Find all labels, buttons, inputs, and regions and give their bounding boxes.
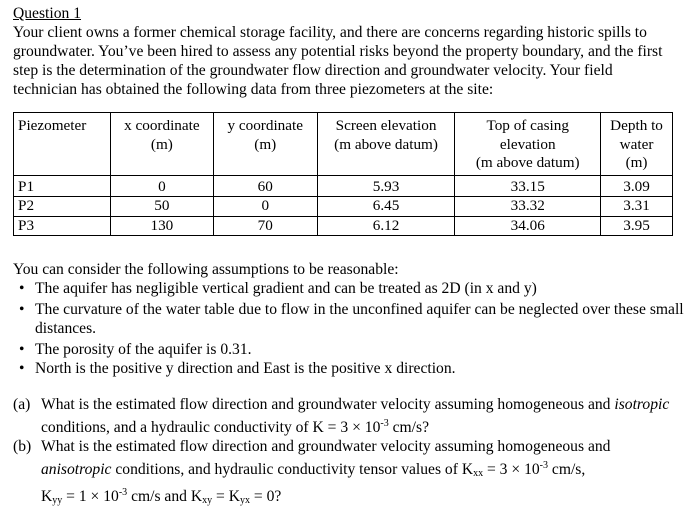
header-y-coordinate: y coordinate (m)	[213, 113, 317, 176]
part-b-label: (b)	[13, 438, 32, 455]
question-title: Question 1	[13, 5, 82, 22]
bullet-icon: •	[19, 341, 25, 358]
header-x-coordinate: x coordinate (m)	[110, 113, 213, 176]
cell-depth-to-water: 3.09	[601, 175, 673, 197]
list-item: • The aquifer has negligible vertical gradient and can be treated as 2D (in x and y)	[19, 280, 537, 297]
cell-piezometer: P1	[14, 175, 111, 197]
question-parts	[13, 395, 693, 510]
header-depth-to-water: Depth to water (m)	[601, 113, 673, 176]
cell-x: 0	[110, 175, 213, 197]
header-screen-elevation: Screen elevation (m above datum)	[317, 113, 455, 176]
bullet-icon: •	[19, 280, 25, 297]
table-row	[14, 216, 673, 236]
cell-y: 0	[213, 197, 317, 217]
bullet-icon: •	[19, 360, 25, 377]
assumptions-list	[13, 279, 693, 378]
cell-top-of-casing: 33.32	[455, 197, 601, 217]
list-item: • The porosity of the aquifer is 0.31.	[19, 341, 252, 358]
cell-y: 60	[213, 175, 317, 197]
cell-screen-elevation: 5.93	[317, 175, 455, 197]
cell-x: 130	[110, 216, 213, 236]
table-header-row	[14, 113, 673, 176]
list-item: • North is the positive y direction and East is the positive x direction.	[19, 360, 456, 377]
cell-piezometer: P3	[14, 216, 111, 236]
cell-x: 50	[110, 197, 213, 217]
cell-top-of-casing: 33.15	[455, 175, 601, 197]
list-item: • The curvature of the water table due to flow in the unconfined aquifer can be neglected over these small distances.	[19, 301, 684, 337]
header-piezometer: Piezometer	[14, 113, 111, 176]
cell-depth-to-water: 3.95	[601, 216, 673, 236]
piezometer-table	[13, 112, 673, 236]
bullet-icon: •	[19, 301, 25, 318]
table-row	[14, 197, 673, 217]
question-page	[13, 4, 693, 510]
cell-screen-elevation: 6.12	[317, 216, 455, 236]
question-intro: Your client owns a former chemical storage facility, and there are concerns regarding historic spills to groundwater. You’ve been hired to assess any potential risks beyond the property boundary, and the first step is the determination of the groundwater flow direction and groundwater velocity. Your field technician has obtained the following data from three piezometers at the site:	[13, 24, 663, 98]
table-row	[14, 175, 673, 197]
part-a: (a) What is the estimated flow direction and groundwater velocity assuming homogeneous and isotropic conditions, and a hydraulic conductivity of $K = 3 \times 10^{-3}$ cm/s?	[13, 396, 670, 436]
cell-depth-to-water: 3.31	[601, 197, 673, 217]
cell-top-of-casing: 34.06	[455, 216, 601, 236]
assumptions-intro: You can consider the following assumptions to be reasonable:	[13, 261, 399, 278]
cell-piezometer: P2	[14, 197, 111, 217]
part-a-label: (a)	[13, 396, 31, 413]
cell-y: 70	[213, 216, 317, 236]
cell-screen-elevation: 6.45	[317, 197, 455, 217]
header-top-of-casing: Top of casing elevation (m above datum)	[455, 113, 601, 176]
part-b: (b) What is the estimated flow direction and groundwater velocity assuming homogeneous and anisotropic conditions, and hydraulic conductivity tensor values of $K_{xx} = 3 \times 10^{-3}$ cm/s, $K_{yy} = 1 \times 10^{-3}$ cm/s and $K_{xy} = K_{yx} = 0$?	[13, 438, 611, 506]
